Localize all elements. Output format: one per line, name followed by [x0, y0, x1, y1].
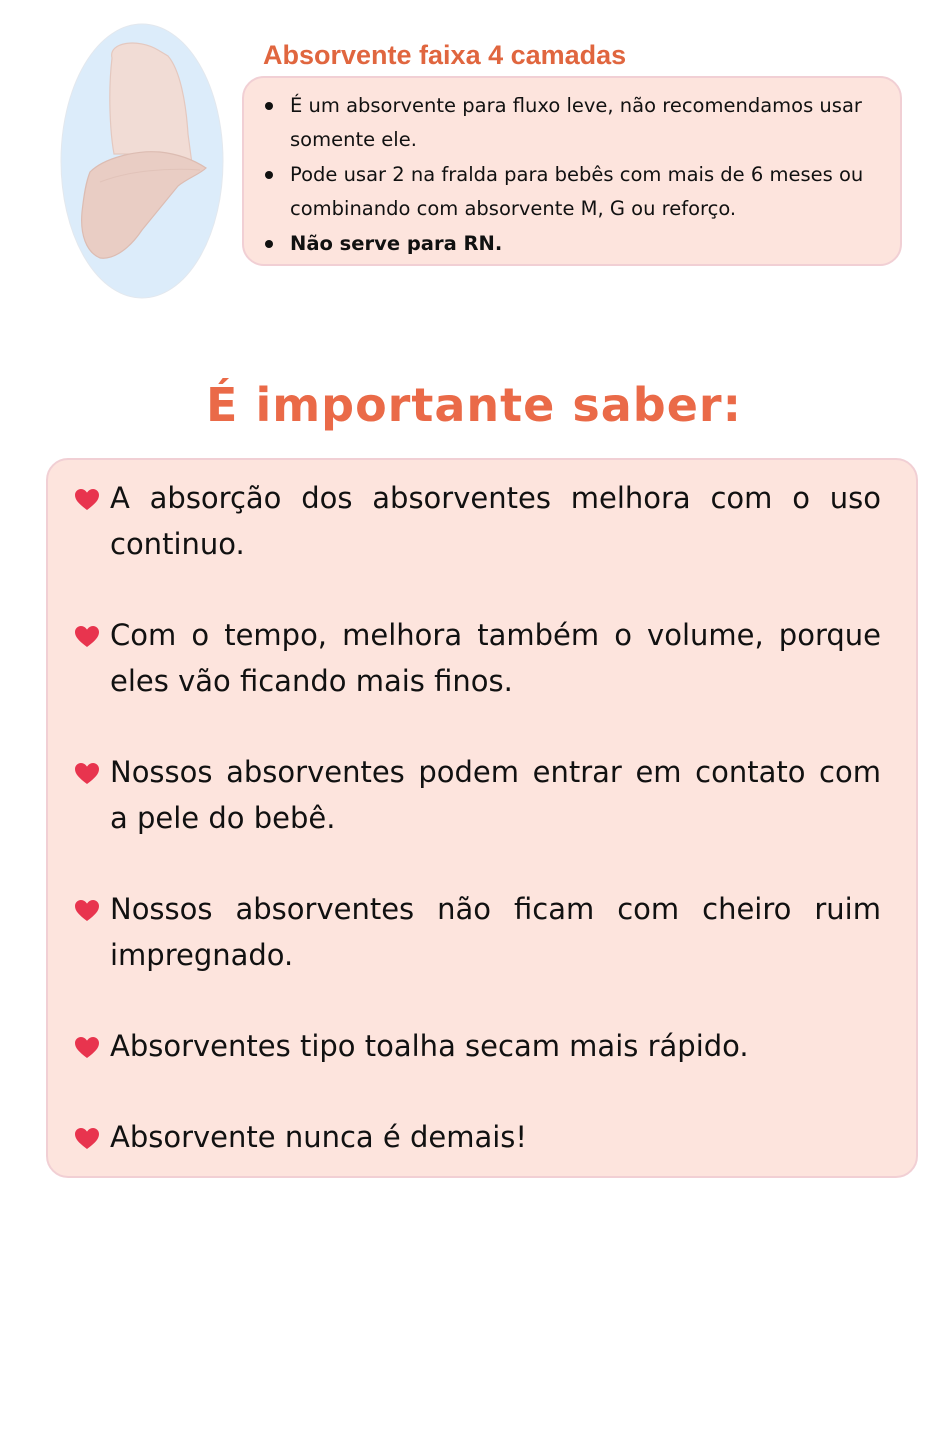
list-item [110, 1114, 881, 1160]
important-info-box [46, 458, 918, 1178]
bullet-dot-icon [265, 171, 273, 179]
heart-icon [74, 1127, 100, 1151]
list-item-text: A absorção dos absorventes melhora com o uso continuo. [110, 481, 881, 561]
list-item [290, 227, 886, 261]
heart-icon [74, 625, 100, 649]
list-item [110, 475, 881, 567]
heart-icon [74, 1036, 100, 1060]
product-info-box [242, 76, 902, 266]
list-item [110, 1023, 881, 1069]
list-item [110, 612, 881, 704]
list-item-text: Nossos absorventes podem entrar em contato com a pele do bebê. [110, 755, 881, 835]
product-title: Absorvente faixa 4 camadas [263, 40, 627, 70]
list-item [110, 749, 881, 841]
heart-icon [74, 899, 100, 923]
list-item-text: Com o tempo, melhora também o volume, porque eles vão ficando mais finos. [110, 618, 881, 698]
list-item-text: Não serve para RN. [290, 232, 503, 255]
absorbent-pad-image [60, 22, 225, 300]
heart-icon [74, 762, 100, 786]
heart-icon [74, 488, 100, 512]
bullet-dot-icon [265, 240, 273, 248]
section-heading: É importante saber: [206, 378, 742, 432]
bullet-dot-icon [265, 102, 273, 110]
list-item-text: Absorvente nunca é demais! [110, 1120, 528, 1154]
list-item-text: Absorventes tipo toalha secam mais rápido. [110, 1029, 749, 1063]
list-item [110, 886, 881, 978]
list-item [290, 158, 886, 226]
list-item-text: Nossos absorventes não ficam com cheiro ruim impregnado. [110, 892, 881, 972]
list-item-text: Pode usar 2 na fralda para bebês com mais de 6 meses ou combinando com absorvente M, G ou reforço. [290, 163, 864, 220]
list-item [290, 89, 886, 157]
list-item-text: É um absorvente para fluxo leve, não recomendamos usar somente ele. [290, 94, 862, 151]
